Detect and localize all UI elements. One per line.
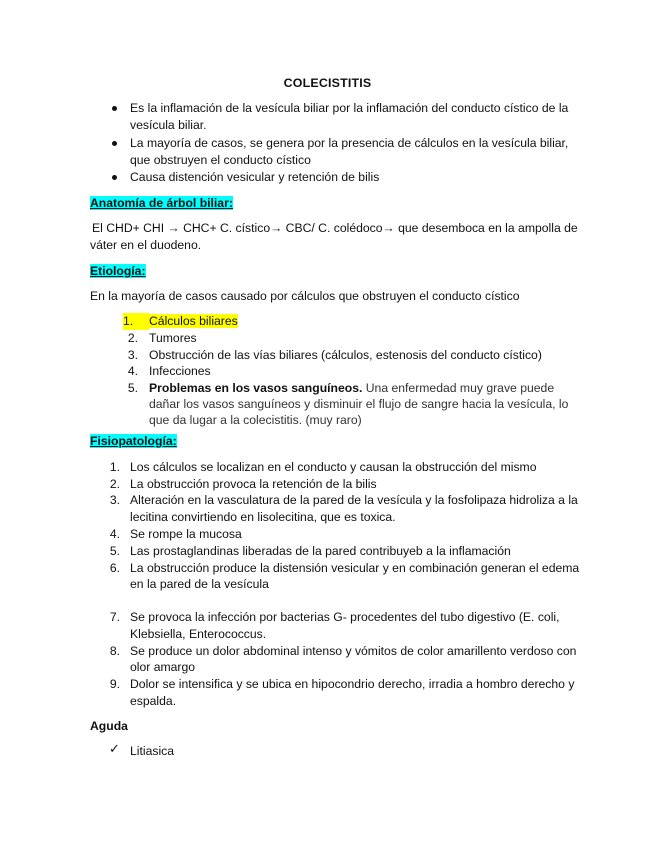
- list-item-text: [149, 313, 238, 330]
- list-number: 5.: [109, 544, 120, 558]
- list-number: 3.: [127, 348, 138, 362]
- list-number: 1.: [123, 313, 139, 330]
- section-heading-etiologia: [90, 263, 146, 280]
- list-number: 2.: [127, 331, 138, 345]
- anatomia-text: El CHD+ CHI → CHC+ C. cístico→ CBC/ C. colédoco→ que desemboca en la ampolla de: [92, 221, 578, 235]
- etiologia-intro: En la mayoría de casos causado por cálculos que obstruyen el conducto cístico: [90, 289, 520, 303]
- list-item-text: Los cálculos se localizan en el conducto y causan la obstrucción del mismo: [130, 460, 537, 474]
- list-number: 3.: [109, 493, 120, 507]
- list-item-text: lecitina convirtiendo en lisolecitina, que es toxica.: [130, 510, 396, 524]
- intro-bullet-text: que obstruyen el conducto cístico: [130, 153, 311, 167]
- list-item-text: Infecciones: [149, 364, 211, 378]
- page-title: COLECISTITIS: [283, 76, 372, 90]
- intro-bullet-text: vesícula biliar.: [130, 118, 207, 132]
- list-number: 7.: [109, 610, 120, 624]
- list-item-text: Alteración en la vasculatura de la pared de la vesícula y la fosfolipaza hidroliza a la: [130, 493, 578, 507]
- etiologia-heading: Etiología:: [90, 264, 146, 278]
- section-heading-anatomia: [90, 195, 233, 212]
- list-item-text: Las prostaglandinas liberadas de la pared contribuyeb a la inflamación: [130, 544, 511, 558]
- list-number: 9.: [109, 677, 120, 691]
- list-number: 2.: [109, 477, 120, 491]
- list-item-text: en la pared de la vesícula: [130, 577, 269, 591]
- list-item-text: que da lugar a la colecistitis. (muy raro): [149, 413, 362, 427]
- list-number: 5.: [127, 381, 138, 395]
- list-item-text: Klebsiella, Enterococcus.: [130, 627, 267, 641]
- list-item-text: Tumores: [149, 331, 197, 345]
- list-item-text: dañar los vasos sanguíneos y disminuir el flujo de sangre hacia la vesícula, lo: [149, 397, 569, 411]
- highlight-gap: [139, 313, 149, 330]
- checkmark-icon: ✓: [109, 741, 120, 756]
- highlighted-text: Cálculos biliares: [149, 314, 238, 328]
- list-item-text: espalda.: [130, 694, 177, 708]
- list-item-text: Se rompe la mucosa: [130, 527, 242, 541]
- check-item-text: Litiasica: [130, 744, 175, 758]
- list-number: 1.: [109, 460, 120, 474]
- list-item-text: olor amargo: [130, 660, 196, 674]
- intro-bullet-text: Es la inflamación de la vesícula biliar por la inflamación del conducto cístico de la: [130, 101, 569, 115]
- plain-text: Una enfermedad muy grave puede: [362, 381, 555, 395]
- intro-bullet-text: Causa distención vesicular y retención de bilis: [130, 170, 380, 184]
- section-heading-aguda: Aguda: [90, 719, 128, 733]
- list-item-text: La obstrucción produce la distensión vesicular y en combinación generan el edema: [130, 561, 580, 575]
- list-number: 4.: [127, 364, 138, 378]
- bold-text: Problemas en los vasos sanguíneos.: [149, 381, 363, 395]
- bullet-icon: [112, 141, 117, 146]
- bullet-icon: [112, 175, 117, 180]
- section-heading-fisiopatologia: [90, 433, 177, 450]
- anatomia-heading: Anatomía de árbol biliar:: [90, 196, 233, 210]
- list-number: 4.: [109, 527, 120, 541]
- list-item-text: [149, 380, 554, 397]
- bullet-icon: [112, 106, 117, 111]
- intro-bullet-text: La mayoría de casos, se genera por la presencia de cálculos en la vesícula biliar,: [130, 136, 569, 150]
- fisiopatologia-heading: Fisiopatología:: [90, 434, 177, 448]
- list-item-text: Se produce un dolor abdominal intenso y vómitos de color amarillento verdoso con: [130, 644, 577, 658]
- list-item-text: Se provoca la infección por bacterias G- procedentes del tubo digestivo (E. coli,: [130, 610, 560, 624]
- list-item-text: Dolor se intensifica y se ubica en hipocondrio derecho, irradia a hombro derecho y: [130, 677, 575, 691]
- list-item-text: Obstrucción de las vías biliares (cálculos, estenosis del conducto cístico): [149, 348, 542, 362]
- list-item-text: La obstrucción provoca la retención de la bilis: [130, 477, 377, 491]
- list-number: 6.: [109, 561, 120, 575]
- list-number: 8.: [109, 644, 120, 658]
- anatomia-text: váter en el duodeno.: [90, 238, 202, 252]
